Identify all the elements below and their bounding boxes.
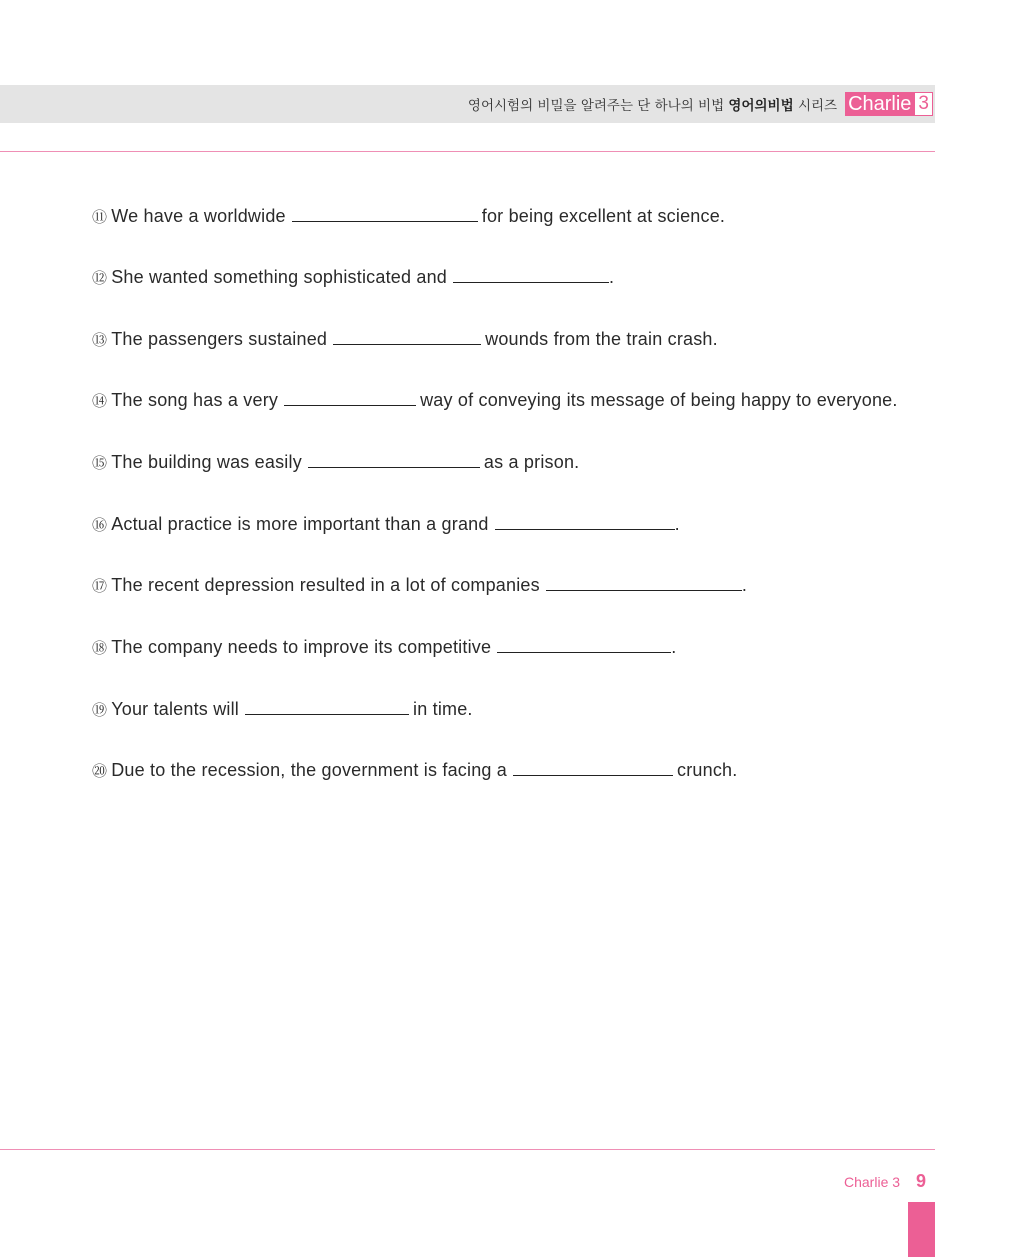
answer-blank[interactable] (513, 757, 673, 776)
question-number: ⑰ (92, 577, 108, 595)
question-number: ⑪ (92, 208, 108, 226)
tagline-text: 영어시험의 비밀을 알려주는 단 하나의 비법 (467, 98, 725, 114)
question-text-before: Actual practice is more important than a grand (111, 514, 489, 534)
answer-blank[interactable] (333, 326, 481, 345)
question-text-after: wounds from the train crash. (485, 329, 718, 349)
question-16 (92, 511, 680, 535)
question-text-before: We have a worldwide (111, 206, 286, 226)
question-text-after: . (674, 514, 680, 534)
answer-blank[interactable] (308, 449, 480, 468)
question-17 (92, 572, 747, 596)
question-text-after: in time. (413, 699, 473, 719)
question-20 (92, 757, 737, 781)
question-text-after: . (671, 637, 677, 657)
question-number: ⑫ (92, 269, 108, 287)
answer-blank[interactable] (292, 203, 478, 222)
question-number: ⑳ (92, 762, 108, 780)
answer-blank[interactable] (284, 387, 416, 406)
answer-blank[interactable] (495, 511, 675, 530)
footer-label: Charlie 3 (844, 1174, 901, 1190)
question-text-after: as a prison. (483, 452, 580, 472)
header-tagline (468, 94, 837, 114)
question-19 (92, 696, 473, 720)
question-text-after: . (609, 267, 615, 287)
brand-logo (845, 92, 933, 116)
top-divider (0, 151, 935, 152)
question-12 (92, 264, 614, 288)
question-text-before: The passengers sustained (111, 329, 328, 349)
brand-number: 3 (914, 92, 933, 116)
answer-blank[interactable] (546, 572, 742, 591)
brand-name: Charlie (845, 92, 914, 116)
question-text-before: Your talents will (111, 699, 240, 719)
question-number: ⑭ (92, 392, 108, 410)
question-14 (92, 387, 898, 411)
question-number: ⑮ (92, 454, 108, 472)
header-band (0, 85, 935, 123)
question-number: ⑬ (92, 331, 108, 349)
page-number: 9 (916, 1171, 927, 1191)
question-15 (92, 449, 579, 473)
answer-blank[interactable] (497, 634, 671, 653)
question-13 (92, 326, 718, 350)
answer-blank[interactable] (453, 264, 609, 283)
question-11 (92, 203, 725, 227)
question-text-after: crunch. (677, 760, 738, 780)
bottom-divider (0, 1149, 935, 1150)
question-text-before: She wanted something sophisticated and (111, 267, 448, 287)
series-suffix: 시리즈 (797, 98, 838, 114)
question-number: ⑲ (92, 701, 108, 719)
question-text-before: The company needs to improve its competitive (111, 637, 492, 657)
question-text-after: . (741, 575, 748, 595)
question-text-before: The recent depression resulted in a lot of companies (111, 575, 540, 595)
series-name: 영어의비법 (728, 98, 794, 114)
question-text-before: Due to the recession, the government is facing a (111, 760, 508, 780)
question-text-after: for being excellent at science. (481, 206, 726, 226)
answer-blank[interactable] (245, 696, 409, 715)
question-number: ⑱ (92, 639, 108, 657)
question-text-after: way of conveying its message of being happy to everyone. (420, 390, 898, 410)
page-tab-marker (908, 1202, 935, 1257)
question-number: ⑯ (92, 516, 108, 534)
question-text-before: The building was easily (111, 452, 302, 472)
question-text-before: The song has a very (111, 390, 279, 410)
question-18 (92, 634, 676, 658)
